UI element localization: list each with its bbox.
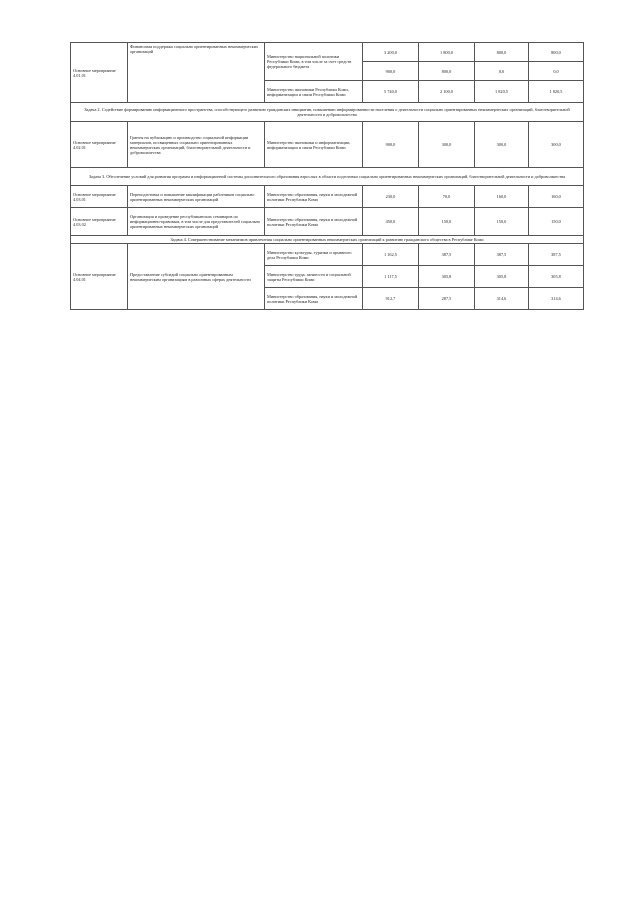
table-row	[71, 43, 584, 62]
event-name: Переподготовка и повышение квалификации работников социально ориентированных некоммерческих организаций	[128, 186, 265, 208]
value-cell: 305,8	[475, 266, 529, 288]
executor-cell: Министерство образования, науки и молодежной политики Республики Коми	[265, 288, 363, 310]
table-row	[71, 186, 584, 208]
value-cell: 160,0	[475, 186, 529, 208]
task-heading: Задача 2. Содействие формированию информационного пространства, способствующего развитию гражданских инициатив, повышению информированности населения о деятельности социально ориентированных некоммерческих организаций, благотворительной деятельности и добровольчества	[71, 103, 584, 122]
task-heading: Задача 3. Обеспечение условий для развития программ и информационной системы дополнительного образования взрослых в области подготовки социально ориентированных некоммерческих организаций, благотворительной деятельности и добровольчества	[71, 168, 584, 186]
event-code: Основное мероприятие 4.04.01	[71, 244, 128, 310]
table-row	[71, 244, 584, 266]
value-cell: 287,5	[419, 288, 475, 310]
value-cell: 2 100,0	[419, 81, 475, 103]
value-cell: 150,0	[529, 208, 584, 236]
value-cell: 387,5	[475, 244, 529, 266]
value-cell: 912,7	[363, 288, 419, 310]
value-cell: 314,6	[529, 288, 584, 310]
value-cell: 300,0	[475, 122, 529, 168]
executor-cell: Министерство национальной политики Республики Коми, в том числе за счет средств федерального бюджета	[265, 43, 363, 81]
event-name: Предоставление субсидий социально ориентированным некоммерческим организациям в различных сферах деятельности	[128, 244, 265, 310]
value-cell: 150,0	[419, 208, 475, 236]
table-row	[71, 103, 584, 122]
event-code: Основное мероприятие 4.01.01	[71, 43, 128, 103]
executor-cell: Министерство образования, науки и молодежной политики Республики Коми	[265, 208, 363, 236]
table-row	[71, 208, 584, 236]
table-row	[71, 122, 584, 168]
executor-cell: Министерство культуры, туризма и архивного дела Республики Коми	[265, 244, 363, 266]
executor-cell: Министерство экономики и информатизации, информатизации и связи Республики Коми	[265, 122, 363, 168]
value-cell: 300,0	[529, 122, 584, 168]
event-code: Основное мероприятие 4.03.01	[71, 186, 128, 208]
event-name: Финансовая поддержка социально ориентированных некоммерческих организаций	[128, 43, 265, 103]
executor-cell: Министерство экономики Республики Коми, информатизации и связи Республики Коми	[265, 81, 363, 103]
event-code: Основное мероприятие 4.02.01	[71, 122, 128, 168]
value-cell: 160,0	[529, 186, 584, 208]
value-cell: 387,5	[419, 244, 475, 266]
value-cell: 800,0	[529, 43, 584, 62]
value-cell: 314,6	[475, 288, 529, 310]
value-cell: 150,0	[475, 208, 529, 236]
value-cell: 1 162,5	[363, 244, 419, 266]
task-heading: Задача 4. Совершенствование механизмов привлечения социально ориентированных некоммерческих организаций к развитию гражданского общества в Республике Коми	[71, 236, 584, 244]
value-cell: 300,0	[419, 122, 475, 168]
value-cell: 1 820,5	[475, 81, 529, 103]
value-cell: 1 820,5	[529, 81, 584, 103]
table-row	[71, 236, 584, 244]
event-name: Гранты на публикацию и производство социальной информации материалов, посвященных социально ориентированных некоммерческих организаций, благотворительной деятельности и добровольчества	[128, 122, 265, 168]
value-cell: 387,5	[529, 244, 584, 266]
value-cell: 0,0	[475, 62, 529, 81]
value-cell: 800,0	[419, 62, 475, 81]
executor-cell: Министерство образования, науки и молодежной политики Республики Коми	[265, 186, 363, 208]
program-table	[70, 42, 584, 310]
value-cell: 70,0	[419, 186, 475, 208]
event-code: Основное мероприятие 4.03.02	[71, 208, 128, 236]
executor-cell: Министерство труда, занятости и социальной защиты Республики Коми	[265, 266, 363, 288]
value-cell: 305,8	[419, 266, 475, 288]
event-name: Организация и проведение республиканских семинаров по информационно-правовым, в том числе для представителей социально ориентированных некоммерческих организаций	[128, 208, 265, 236]
value-cell: 0,0	[529, 62, 584, 81]
value-cell: 1 117,5	[363, 266, 419, 288]
value-cell: 1 800,0	[419, 43, 475, 62]
value-cell: 800,0	[475, 43, 529, 62]
value-cell: 230,0	[363, 186, 419, 208]
table-row	[71, 168, 584, 186]
value-cell: 900,0	[363, 62, 419, 81]
value-cell: 450,0	[363, 208, 419, 236]
value-cell: 305,8	[529, 266, 584, 288]
value-cell: 3 200,0	[363, 43, 419, 62]
value-cell: 900,0	[363, 122, 419, 168]
value-cell: 5 740,0	[363, 81, 419, 103]
